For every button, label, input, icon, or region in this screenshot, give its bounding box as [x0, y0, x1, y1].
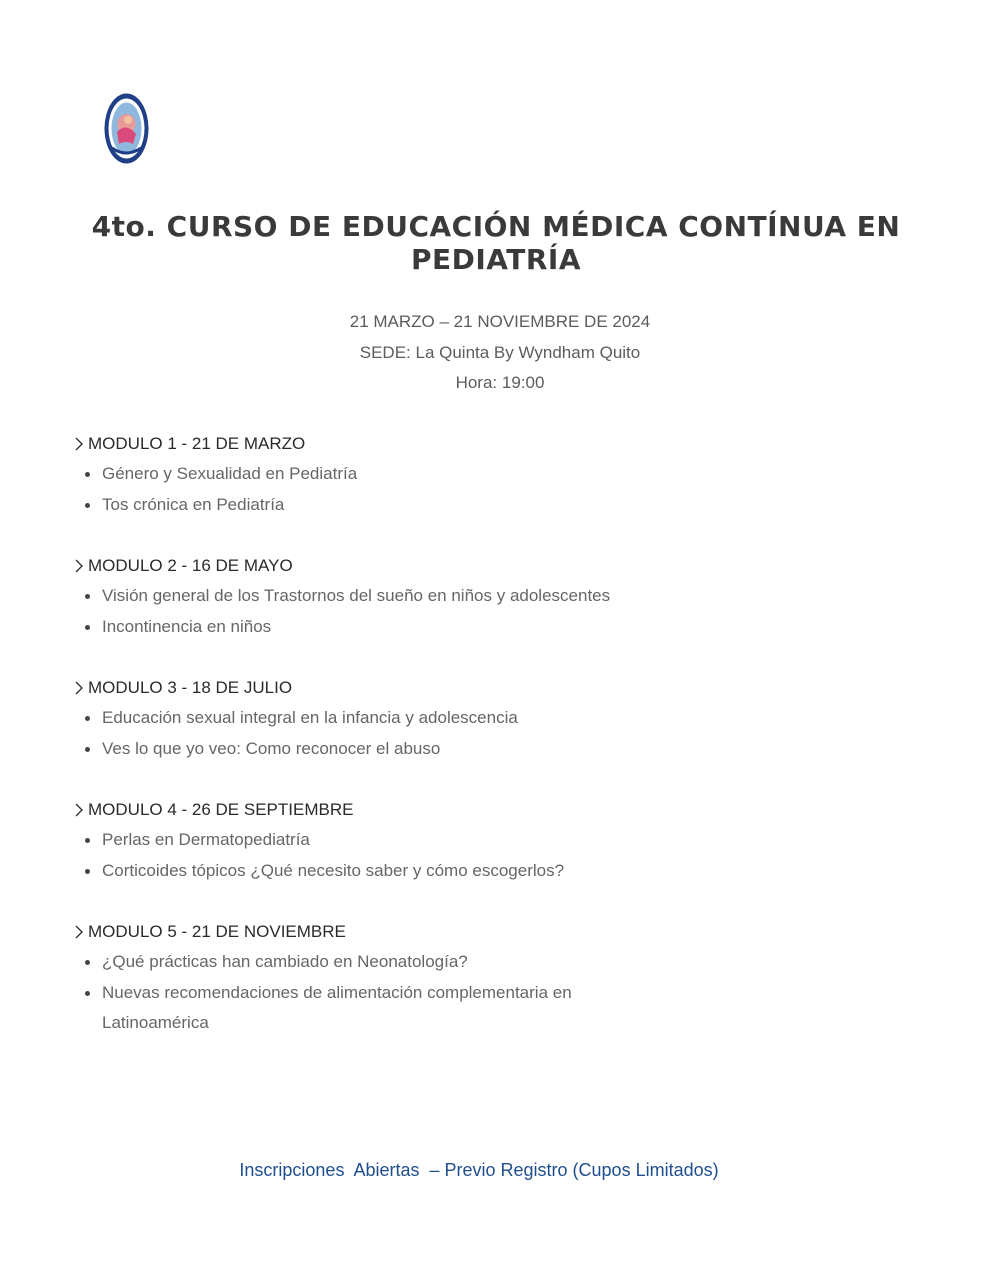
society-logo: [103, 92, 150, 165]
module-1: [71, 429, 671, 520]
event-time: Hora: 19:00: [455, 373, 545, 392]
list-item: Tos crónica en Pediatría: [71, 490, 622, 521]
event-dates: 21 MARZO – 21 NOVIEMBRE DE 2024: [349, 312, 651, 331]
list-item: Incontinencia en niños: [71, 612, 622, 643]
module-title: MODULO 1 - 21 DE MARZO: [88, 434, 306, 453]
module-5: [71, 917, 671, 1039]
module-4: [71, 795, 671, 886]
module-header[interactable]: [71, 673, 671, 703]
module-topics: [71, 581, 671, 642]
list-item: Visión general de los Trastornos del sueño en niños y adolescentes: [71, 581, 622, 612]
list-item: Educación sexual integral en la infancia y adolescencia: [71, 703, 622, 734]
module-list: [71, 429, 671, 1070]
module-title: MODULO 2 - 16 DE MAYO: [88, 556, 293, 575]
module-header[interactable]: [71, 795, 671, 825]
chevron-right-icon: [71, 802, 87, 818]
pediatrics-society-seal-icon: [103, 92, 150, 165]
module-title: MODULO 5 - 21 DE NOVIEMBRE: [88, 922, 346, 941]
module-topics: [71, 947, 671, 1039]
module-header[interactable]: [71, 429, 671, 459]
module-topics: [71, 825, 671, 886]
list-item: Nuevas recomendaciones de alimentación complementaria en Latinoamérica: [71, 978, 622, 1039]
module-topics: [71, 703, 671, 764]
list-item: Ves lo que yo veo: Como reconocer el abuso: [71, 734, 622, 765]
module-2: [71, 551, 671, 642]
list-item: Género y Sexualidad en Pediatría: [71, 459, 622, 490]
event-info: [200, 307, 800, 399]
list-item: Perlas en Dermatopediatría: [71, 825, 622, 856]
module-title: MODULO 3 - 18 DE JULIO: [88, 678, 293, 697]
registration-link[interactable]: Inscripciones Abiertas – Previo Registro (Cupos Limitados): [239, 1160, 719, 1180]
list-item: Corticoides tópicos ¿Qué necesito saber y cómo escogerlos?: [71, 856, 622, 887]
event-venue: SEDE: La Quinta By Wyndham Quito: [359, 342, 641, 362]
chevron-right-icon: [71, 924, 87, 940]
chevron-right-icon: [71, 680, 87, 696]
module-3: [71, 673, 671, 764]
module-header[interactable]: [71, 917, 671, 947]
chevron-right-icon: [71, 558, 87, 574]
module-header[interactable]: [71, 551, 671, 581]
page-title: 4to. CURSO DE EDUCACIÓN MÉDICA CONTÍNUA EN PEDIATRÍA: [91, 210, 901, 276]
module-title: MODULO 4 - 26 DE SEPTIEMBRE: [88, 800, 354, 819]
module-topics: [71, 459, 671, 520]
list-item: ¿Qué prácticas han cambiado en Neonatología?: [71, 947, 622, 978]
chevron-right-icon: [71, 436, 87, 452]
